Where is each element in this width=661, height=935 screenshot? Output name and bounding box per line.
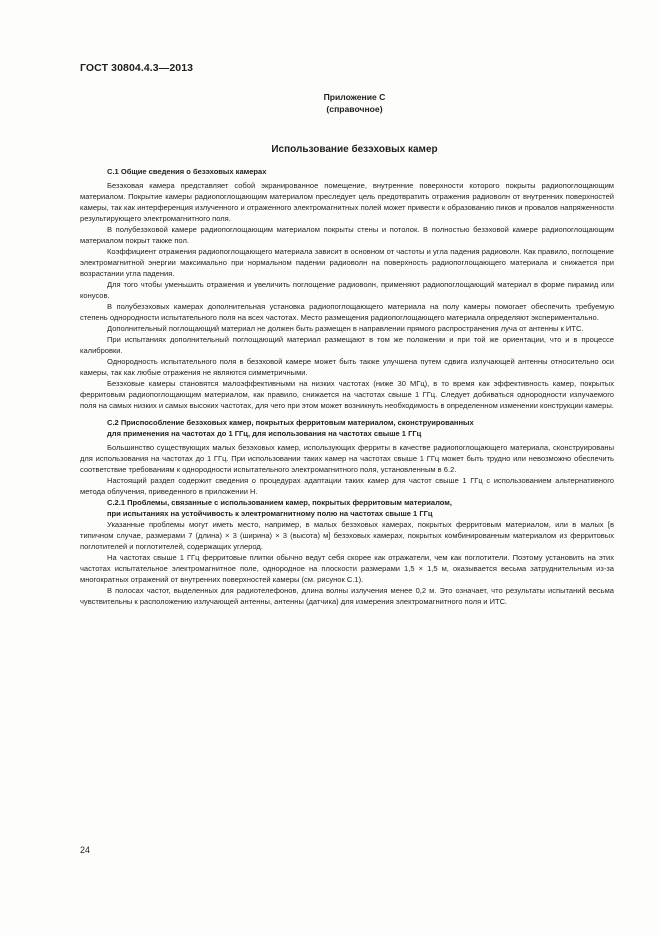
appendix-title [0,144,661,155]
appendix-name: Приложение С [323,92,386,102]
section-c21-heading [80,497,614,519]
c1-paragraph-6: Дополнительный поглощающий материал не должен быть размещен в направлении прямого распространения луча от антенны к ИТС. [107,324,584,333]
c1-paragraph-3: Коэффициент отражения радиопоглощающего материала зависит в основном от частоты и угла падения радиоволн. Как правило, поглощение электромагнитной энергии максимально при нормальном падении радиоволн на поверхность радиопоглощающего материала и снижается при возрастании угла падения. [80,247,614,278]
appendix-label [0,92,661,115]
page-number: 24 [80,845,91,855]
c1-paragraph-1: Безэховая камера представляет собой экранированное помещение, внутренние поверхности которого покрыты радиопоглощающим материалом. Покрытие камеры радиопоглощающим материалом преследует цель предотвратить отражения радиоволн от внутренних поверхностей камеры, так как интерференция излученного и отраженного электромагнитных полей может привести к образованию пиков и провалов напряженности результирующего электромагнитного поля. [80,181,614,223]
section-c1-heading: С.1 Общие сведения о безэховых камерах [107,167,267,176]
c1-paragraph-5: В полубезэховых камерах дополнительная установка радиопоглощающего материала на полу камеры помогает обеспечить требуемую степень однородности испытательного поля на всех частотах. Место размещения радиопоглощающего материала определяют экспериментально. [80,302,614,322]
document-body [80,166,614,607]
c1-paragraph-8: Однородность испытательного поля в безэховой камере может быть также улучшена путем сдвига излучающей антенны относительно оси камеры, так как любые отражения не являются симметричными. [80,357,614,377]
c1-paragraph-7: При испытаниях дополнительный поглощающий материал размещают в том же положении и при той же ориентации, что и в процессе калибровки. [80,335,614,355]
c21-paragraph-3: В полосах частот, выделенных для радиотелефонов, длина волны излучения менее 0,2 м. Это означает, что результаты испытаний весьма чувствительны к расположению излучающей антенны, антенны (датчика) для измерения электромагнитного поля и ИТС. [80,586,614,606]
c2-paragraph-2: Настоящий раздел содержит сведения о процедурах адаптации таких камер для частот свыше 1 ГГц с использованием альтернативного метода облучения, приведенного в приложении Н. [80,476,614,496]
c1-paragraph-9: Безэховые камеры становятся малоэффективными на низких частотах (ниже 30 МГц), в то время как эффективность камер, покрытых ферритовым радиопоглощающим материалом, как правило, снижается на частотах свыше 1 ГГц. Следует добиваться однородности излучаемого поля на самых низких и самых высоких частотах, для чего при этом может возникнуть необходимость в определенном изменении конструкции камеры. [80,379,614,410]
section-c2-heading [80,417,614,439]
standard-designation: ГОСТ 30804.4.3—2013 [80,62,194,74]
c2-heading-line-1: С.2 Приспособление безэховых камер, покрытых ферритовым материалом, сконструированных [107,418,474,427]
c1-paragraph-4: Для того чтобы уменьшить отражения и увеличить поглощение радиоволн, применяют радиопоглощающий материал в форме пирамид или конусов. [80,280,614,300]
appendix-type: (справочное) [326,103,383,114]
c1-paragraph-2: В полубезэховой камере радиопоглощающим материалом покрыты стены и потолок. В полностью безэховой камере радиопоглощающим материалом покрыт также пол. [80,225,614,245]
appendix-title-text: Использование безэховых камер [271,144,438,155]
c2-heading-line-2: для применения на частотах до 1 ГГц, для использования на частотах свыше 1 ГГц [107,429,422,438]
c21-paragraph-1: Указанные проблемы могут иметь место, например, в малых безэховых камерах, покрытых ферритовым материалом, или в малых [в типичном случае, размерами 7 (длина) × 3 (ширина) × 3 (высота) м] безэховых камерах, покрытых комбинированным материалом из ферритовых поглотителей и поглотителей, содержащих углерод. [80,520,614,551]
c21-heading-line-2: при испытаниях на устойчивость к электромагнитному полю на частотах свыше 1 ГГц [107,509,433,518]
c21-heading-line-1: С.2.1 Проблемы, связанные с использованием камер, покрытых ферритовым материалом, [107,498,452,507]
c2-paragraph-1: Большинство существующих малых безэховых камер, использующих ферриты в качестве радиопоглощающего материала, сконструированы для использования на частотах до 1 ГГц. При использовании таких камер на частотах свыше 1 ГГц может быть трудно или невозможно обеспечить соответствие требованиям к однородности испытательного электромагнитного поля, установленным в 6.2. [80,443,614,474]
c21-paragraph-2: На частотах свыше 1 ГГц ферритовые плитки обычно ведут себя скорее как отражатели, чем как поглотители. Поэтому установить на этих частотах испытательное электромагнитное поле, однородное на плоскости размерами 1,5 × 1,5 м, оказывается весьма затруднительным из-за многократных отражений от внутренних поверхностей камеры (см. рисунок С.1). [80,553,614,584]
